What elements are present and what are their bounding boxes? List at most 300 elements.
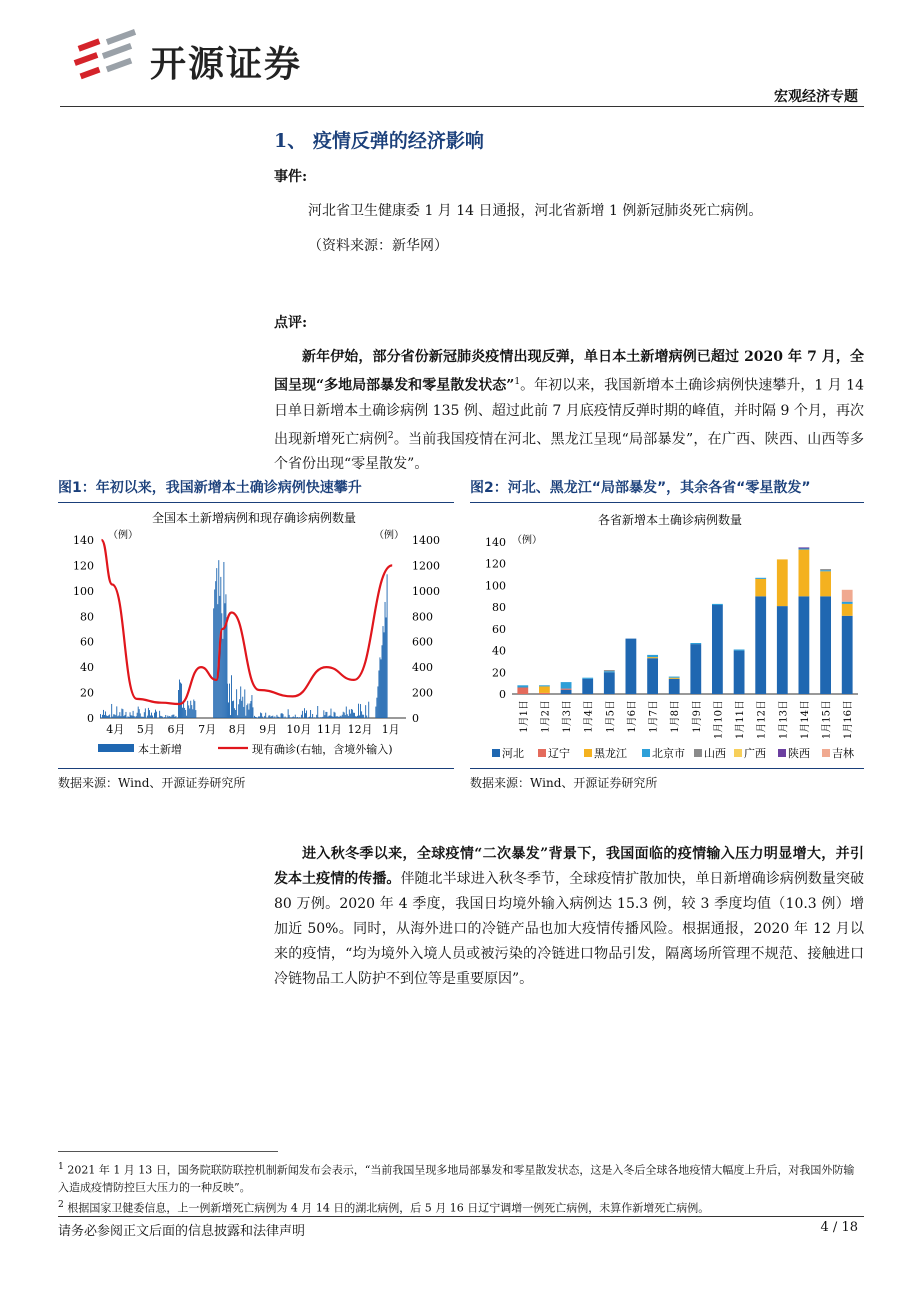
chart2-bar-segment <box>669 677 680 678</box>
chart1-bar <box>268 716 269 718</box>
chart1-bar <box>128 716 129 718</box>
chart1-bar <box>244 689 245 718</box>
chart1-bar <box>379 657 380 718</box>
chart1-bar <box>277 717 278 718</box>
chart1-bar <box>124 715 125 718</box>
chart1-bar <box>366 716 367 719</box>
chart1-bar <box>351 709 352 718</box>
figure-1-bottom-rule <box>58 768 454 769</box>
chart2-bar-segment <box>561 682 572 689</box>
chart1-bar <box>258 716 259 718</box>
chart2-bar-segment <box>734 650 745 651</box>
chart1-bar <box>299 717 300 718</box>
paragraph-2-lead: 进入秋冬季以来，全球疫情“二次暴发”背景下，我国面临的疫情输入压力明显增大，并引发本土疫情的传播。 <box>274 846 864 887</box>
chart1-bar <box>250 701 251 718</box>
chart1-bar <box>281 714 282 718</box>
chart1-bar <box>274 716 275 718</box>
chart1-bar <box>318 717 319 718</box>
legend-swatch-local-new <box>98 744 134 752</box>
chart1-bar <box>109 715 110 718</box>
chart1-bar <box>112 717 113 718</box>
chart1-bar <box>235 710 236 718</box>
chart1-bar <box>222 639 223 718</box>
chart1-bar <box>339 717 340 718</box>
chart1-bar <box>101 717 102 718</box>
chart1-bar <box>383 626 384 718</box>
chart2-bar-segment <box>777 606 788 694</box>
chart2-bar-segment <box>842 616 853 694</box>
chart1-bar <box>252 707 253 718</box>
chart1-bar <box>224 603 225 718</box>
chart1-bar <box>271 716 272 718</box>
chart1-bar <box>304 708 305 718</box>
chart1-bar <box>119 712 120 718</box>
chart2-title: 各省新增本土确诊病例数量 <box>597 513 743 527</box>
chart1-bar <box>293 716 294 718</box>
chart1-bar <box>110 717 111 718</box>
chart2-bar-segment <box>517 685 528 687</box>
chart2-x-tick: 1月13日 <box>778 700 790 740</box>
chart1-bar <box>282 713 283 718</box>
chart1-bar <box>139 709 140 718</box>
chart1-left-tick: 100 <box>73 584 94 598</box>
chart2-x-tick: 1月4日 <box>583 700 595 733</box>
chart2-x-tick: 1月2日 <box>540 700 552 733</box>
document-type: 宏观经济专题 <box>774 89 858 105</box>
chart1-bar <box>165 715 166 718</box>
chart1-bar <box>107 716 108 718</box>
chart1-right-unit: （例） <box>374 530 404 541</box>
chart1-bar <box>171 715 172 718</box>
chart1-bar <box>188 705 189 718</box>
chart1-bar <box>159 711 160 718</box>
chart2-legend <box>492 746 854 760</box>
chart1-bar <box>237 715 238 718</box>
chart1-bar <box>227 684 228 718</box>
chart1-bar <box>283 714 284 718</box>
chart2-bar-segment <box>669 678 680 679</box>
chart2-legend-swatch <box>642 749 650 757</box>
chart1-bar <box>342 715 343 718</box>
chart1-bar <box>285 717 286 718</box>
chart1-bar <box>284 717 285 718</box>
chart1-bar <box>344 713 345 718</box>
chart1-x-tick: 10月 <box>286 723 312 736</box>
paragraph-2-body: 伴随北半球进入秋冬季节，全球疫情扩散加快，单日新增确诊病例数量突破 80 万例。2020 年 4 季度，我国日均境外输入病例达 15.3 例，较 3 季度均值（10.3 例）增加近 50%。同时，从海外进口的冷链产品也加大疫情传播风险。根据通报，2020 年 12 月以来的疫情，“均为境外入境人员或被污染的冷链进口物品引发，隔离场所管理不规范、接触进口冷链物品工人防护不到位等是重要原因”。 <box>274 871 865 987</box>
chart2-x-tick: 1月11日 <box>735 700 747 740</box>
chart1-bar <box>256 717 257 718</box>
chart2-bar-segment <box>604 672 615 694</box>
chart1-bar <box>143 717 144 718</box>
chart1-bar <box>265 713 266 718</box>
chart1-bar <box>156 712 157 718</box>
chart1-bar <box>246 705 247 718</box>
chart1-bar <box>262 717 263 718</box>
chart2-legend-label: 北京市 <box>652 747 685 760</box>
chart2-bar-segment <box>799 550 810 597</box>
chart1-bar <box>289 715 290 718</box>
chart1-bar <box>118 716 119 719</box>
chart1-right-tick: 1000 <box>412 584 440 598</box>
paragraph-1-end: 。当前我国疫情在河北、黑龙江呈现“局部暴发”，在广西、陕西、山西等多个省份出现“零星散发”。 <box>274 431 865 473</box>
figure-1-top-rule <box>58 502 454 503</box>
chart1-left-tick: 60 <box>80 635 94 649</box>
chart1-bar <box>343 712 344 718</box>
chart1-bar <box>261 713 262 718</box>
chart1-bar <box>363 715 364 718</box>
chart1-right-tick: 400 <box>412 661 433 675</box>
chart1-bar <box>193 700 194 718</box>
chart2-bar-segment <box>712 605 723 694</box>
chart1-bar <box>239 699 240 718</box>
chart1-bar <box>368 702 369 718</box>
chart2-bar-segment <box>539 686 550 693</box>
chart1-bar <box>340 716 341 718</box>
chart1-bar <box>181 684 182 718</box>
chart1-bar <box>121 709 122 718</box>
chart1-bar <box>382 645 383 718</box>
chart2-legend-label: 陕西 <box>788 747 810 760</box>
chart2-legend-swatch <box>694 749 702 757</box>
chart1-bar <box>251 695 252 718</box>
chart2-unit: （例） <box>512 535 542 546</box>
chart1-bar <box>294 717 295 718</box>
chart2-bar-segment <box>539 693 550 694</box>
chart1-bar <box>172 715 173 718</box>
chart1-bar <box>317 706 318 718</box>
chart1-bar <box>104 715 105 718</box>
chart2-y-tick: 60 <box>492 622 506 636</box>
paragraph-1 <box>274 345 864 477</box>
event-label: 事件: <box>274 169 308 185</box>
logo-mark-icon <box>72 28 144 84</box>
chart2-bar-segment <box>799 547 810 548</box>
chart1-bar <box>243 707 244 718</box>
footer-divider <box>58 1216 864 1217</box>
chart1-bar <box>356 717 357 718</box>
chart1-bar <box>169 716 170 718</box>
chart1-left-tick: 140 <box>73 534 94 547</box>
chart2-x-tick: 1月10日 <box>713 700 725 740</box>
chart1-bar <box>347 714 348 718</box>
chart1-x-tick: 12月 <box>347 723 373 736</box>
chart1-bar <box>154 713 155 718</box>
chart2-bar-segment <box>561 689 572 690</box>
chart2-y-tick: 0 <box>499 688 506 701</box>
header-divider <box>60 106 864 107</box>
chart2-x-tick: 1月3日 <box>562 700 574 733</box>
chart1-x-tick: 4月 <box>106 723 125 736</box>
chart1-bar <box>260 713 261 718</box>
chart1-bar <box>269 715 270 718</box>
chart1-right-tick: 200 <box>412 686 433 700</box>
chart1-bar <box>335 713 336 718</box>
figure-2-top-rule <box>470 502 864 503</box>
chart1-bar <box>130 712 131 718</box>
chart1-bar <box>225 594 226 718</box>
logo-text: 开源证券 <box>150 44 303 85</box>
chart2-legend-label: 广西 <box>744 747 766 760</box>
chart1-bar <box>164 717 165 718</box>
chart1-bar <box>228 702 229 718</box>
chart2-bar-segment <box>604 671 615 672</box>
chart1-bar <box>180 682 181 718</box>
chart1-bar <box>186 716 187 718</box>
chart1-x-tick: 1月 <box>381 723 400 736</box>
chart1-bar <box>355 716 356 718</box>
chart1-x-tick: 6月 <box>167 723 186 736</box>
chart1-bar <box>152 716 153 718</box>
chart1-bar <box>297 717 298 718</box>
chart1-bar <box>123 716 124 718</box>
chart2-bar-segment <box>842 604 853 616</box>
chart1-bar <box>354 713 355 718</box>
chart1-bar <box>161 716 162 718</box>
chart1-bar <box>381 659 382 718</box>
footnote-1-number: 1 <box>58 1161 64 1172</box>
chart1-x-tick: 8月 <box>228 723 247 736</box>
footer-disclaimer: 请务必参阅正文后面的信息披露和法律声明 <box>58 1224 306 1239</box>
chart2-bar-segment <box>820 571 831 596</box>
chart1-bar <box>375 707 376 718</box>
chart1-bar <box>236 689 237 718</box>
chart1-bar <box>309 717 310 718</box>
chart2-bar-segment <box>734 651 745 694</box>
chart1-bar <box>298 717 299 718</box>
chart2-x-tick: 1月9日 <box>691 700 703 733</box>
chart1-bar <box>253 718 254 719</box>
chart1-left-tick: 20 <box>80 686 94 700</box>
paragraph-1-body: 。年初以来，我国新增本土确诊病例快速攀升，1 月 14 日单日新增本土确诊病例 135 例、超过此前 7 月底疫情反弹时期的峰值，并时隔 9 个月，再次出现新增死亡病例 <box>274 377 864 448</box>
chart2-legend-swatch <box>492 749 500 757</box>
chart1-bar <box>325 712 326 718</box>
chart2-legend-swatch <box>778 749 786 757</box>
chart1-bar <box>170 717 171 718</box>
chart1-bar <box>241 701 242 718</box>
chart1-bar <box>134 716 135 718</box>
chart1-left-tick: 40 <box>80 661 94 675</box>
chart1-bar <box>240 686 241 718</box>
chart1-bar <box>234 708 235 718</box>
page-number: 4 / 18 <box>820 1220 858 1235</box>
chart1-bar <box>120 716 121 718</box>
chart1-bar <box>137 713 138 718</box>
chart1-bar <box>362 715 363 718</box>
chart1-bar <box>168 716 169 718</box>
chart1-bar <box>358 704 359 718</box>
chart1-bar <box>150 715 151 718</box>
chart2-bar-segment <box>582 678 593 679</box>
chart1-bar <box>326 712 327 718</box>
chart1-bar <box>387 574 388 718</box>
chart2-x-tick: 1月8日 <box>670 700 682 733</box>
chart2-x-tick: 1月5日 <box>605 700 617 733</box>
chart1-bar <box>106 715 107 718</box>
chart2-y-tick: 120 <box>485 557 506 571</box>
chart1-bar <box>306 710 307 718</box>
chart1-bar <box>376 698 377 718</box>
chart2-bar-segment <box>647 658 658 694</box>
chart1-bar <box>292 717 293 718</box>
chart1-legend <box>98 742 393 756</box>
chart2-bar-segment <box>647 655 658 657</box>
chart1-bar <box>350 714 351 718</box>
chart1-bar <box>184 708 185 718</box>
chart1-bar <box>333 717 334 718</box>
chart1-right-tick: 1200 <box>412 559 440 573</box>
chart1-right-tick: 1400 <box>412 534 440 547</box>
chart1-bar <box>352 710 353 718</box>
chart1-bar <box>330 715 331 718</box>
chart1-bar <box>337 716 338 718</box>
chart1-bar <box>138 707 139 718</box>
chart1-bar <box>311 717 312 718</box>
chart1-bar <box>103 710 104 718</box>
chart1-bar <box>189 708 190 718</box>
chart2-bar-segment <box>690 643 701 644</box>
chart1-bar <box>216 568 217 718</box>
chart2-legend-label: 山西 <box>704 747 726 760</box>
chart1-bar <box>148 708 149 718</box>
chart1-bar <box>255 717 256 718</box>
chart1-bar <box>114 714 115 718</box>
chart2-legend-swatch <box>538 749 546 757</box>
chart1-bar <box>360 704 361 718</box>
footnote-ref-2[interactable]: 2 <box>387 430 394 441</box>
chart1-right-tick: 800 <box>412 610 433 624</box>
paragraph-2 <box>274 842 864 992</box>
chart1-bar <box>323 710 324 718</box>
chart1-title: 全国本土新增病例和现存确诊病例数量 <box>151 511 357 525</box>
chart1-bar <box>316 715 317 718</box>
chart1-bar <box>135 717 136 718</box>
chart1-bar <box>328 716 329 718</box>
chart1-bar <box>245 716 246 718</box>
figure-1-title: 图1：年初以来，我国新增本土确诊病例快速攀升 <box>58 480 362 496</box>
chart1-bar <box>167 716 168 718</box>
chart2-bar-segment <box>712 604 723 605</box>
chart2-y-tick: 140 <box>485 536 506 549</box>
chart-province-cases <box>470 506 864 766</box>
chart1-bar <box>108 715 109 718</box>
chart2-x-tick: 1月1日 <box>518 700 530 733</box>
chart1-bar <box>349 710 350 718</box>
chart1-bar <box>365 705 366 718</box>
chart1-bar <box>166 717 167 718</box>
chart1-bar <box>179 680 180 718</box>
chart1-bar <box>341 716 342 718</box>
chart2-bar-segment <box>820 569 831 570</box>
chart1-bar <box>141 717 142 718</box>
chart1-bar <box>266 717 267 718</box>
chart1-bar <box>308 717 309 718</box>
chart1-bar <box>359 715 360 718</box>
chart1-bar <box>115 715 116 718</box>
chart2-bar-segment <box>755 596 766 694</box>
chart1-bar <box>126 712 127 718</box>
chart1-bar <box>310 710 311 718</box>
chart1-bar <box>270 717 271 718</box>
chart1-bar <box>173 715 174 718</box>
chart1-bar <box>147 716 148 718</box>
chart2-bar-segment <box>755 579 766 596</box>
chart1-bar <box>215 581 216 718</box>
chart1-bar <box>276 715 277 718</box>
chart1-line-existing <box>102 540 393 704</box>
chart2-bar-segment <box>842 590 853 602</box>
footnote-2-text: 根据国家卫健委信息，上一例新增死亡病例为 4 月 14 日的湖北病例，后 5 月 16 日辽宁调增一例死亡病例，未算作新增死亡病例。 <box>67 1201 710 1215</box>
chart1-bar <box>384 632 385 718</box>
chart2-legend-label: 吉林 <box>832 747 854 760</box>
figure-1-source: 数据来源：Wind、开源证券研究所 <box>58 776 246 790</box>
footnote-ref-1[interactable]: 1 <box>514 377 521 387</box>
chart1-bar <box>334 712 335 718</box>
chart2-bar-segment <box>539 685 550 686</box>
chart1-bar <box>364 717 365 718</box>
chart1-bar <box>336 717 337 718</box>
chart2-bar-segment <box>842 602 853 604</box>
chart1-bar <box>314 717 315 718</box>
chart1-bar <box>254 716 255 718</box>
chart2-x-tick: 1月16日 <box>843 700 855 740</box>
chart1-bar <box>346 707 347 718</box>
chart1-bar <box>248 710 249 718</box>
chart1-bar <box>338 717 339 718</box>
paragraph-1-lead: 新年伊始，部分省份新冠肺炎疫情出现反弹，单日本土新增病例已超过 2020 年 7 月，全国呈现“多地局部暴发和零星散发状态” <box>274 349 864 394</box>
chart1-right-tick: 0 <box>412 712 419 725</box>
chart2-x-tick: 1月6日 <box>626 700 638 733</box>
chart2-bar-segment <box>582 679 593 694</box>
chart1-bar <box>142 717 143 718</box>
chart1-bar <box>105 711 106 718</box>
chart1-bar <box>259 716 260 718</box>
chart1-bar <box>232 701 233 718</box>
section-title: 1、 疫情反弹的经济影响 <box>274 130 484 152</box>
chart2-legend-label: 辽宁 <box>548 747 570 760</box>
chart1-bar <box>324 715 325 718</box>
figure-2-bottom-rule <box>470 768 864 769</box>
chart1-bar <box>100 714 101 718</box>
chart1-bar <box>257 718 258 719</box>
chart2-bar-segment <box>604 670 615 671</box>
chart1-bar <box>242 697 243 718</box>
chart1-bar <box>279 717 280 718</box>
chart1-bar <box>213 608 214 718</box>
chart2-bar-segment <box>820 570 831 571</box>
footnote-divider <box>58 1151 278 1152</box>
chart1-bar <box>214 589 215 718</box>
chart1-bar <box>345 715 346 718</box>
chart2-bar-segment <box>799 596 810 694</box>
chart2-x-tick: 1月15日 <box>821 700 833 740</box>
chart1-bar <box>160 716 161 718</box>
chart1-bar <box>295 715 296 718</box>
chart1-bar <box>230 715 231 718</box>
footnote-1 <box>58 1158 864 1196</box>
chart1-right-tick: 600 <box>412 635 433 649</box>
chart1-bar <box>332 716 333 718</box>
chart1-bar <box>377 686 378 718</box>
chart1-left-tick: 80 <box>80 610 94 624</box>
comment-label: 点评: <box>274 315 308 331</box>
chart1-bar <box>231 675 232 718</box>
chart2-y-tick: 20 <box>492 666 506 680</box>
chart1-bar <box>122 709 123 718</box>
chart1-bar <box>272 716 273 718</box>
chart1-bar <box>218 560 219 718</box>
chart1-bar <box>348 716 349 718</box>
chart1-bar <box>353 713 354 718</box>
